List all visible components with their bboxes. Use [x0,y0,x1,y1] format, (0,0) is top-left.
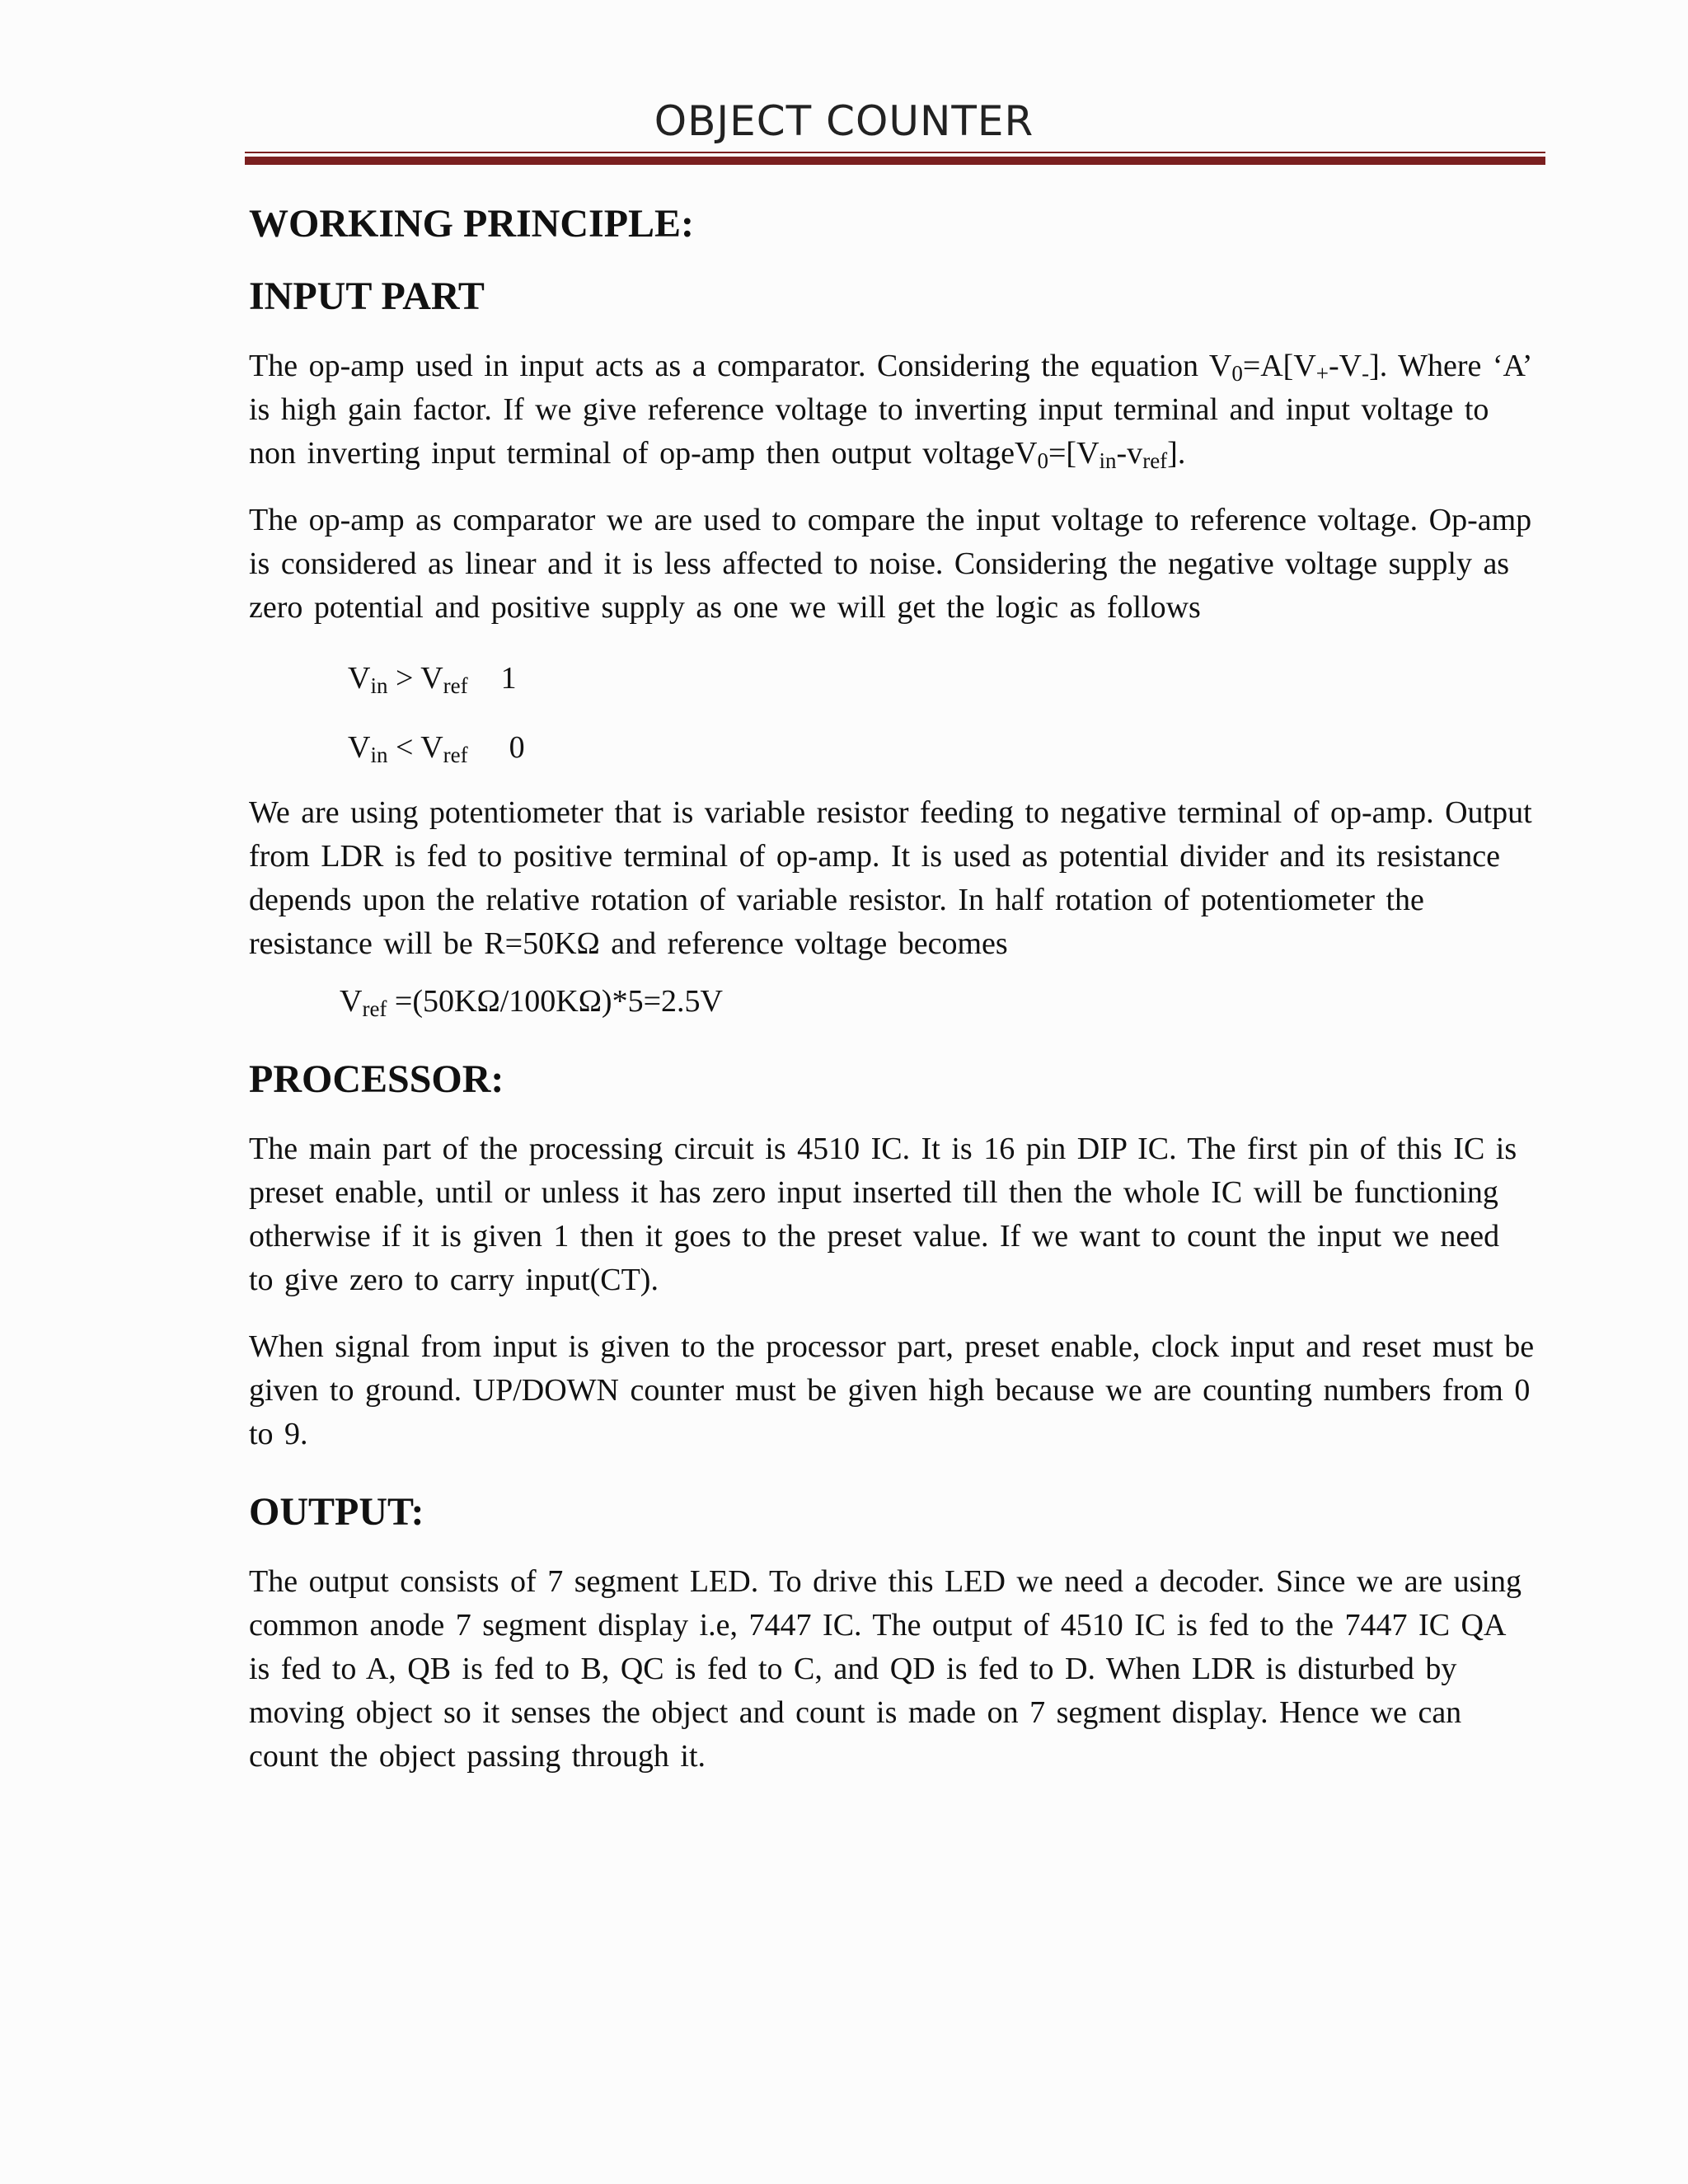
paragraph-processor-signal: When signal from input is given to the processor part, preset enable, clock input and reset must be given to ground. UP/DOWN counter must be given high because we are counting numbers from 0 to 9. [249,1329,1535,1451]
paragraph-processor-ic: The main part of the processing circuit is 4510 IC. It is 16 pin DIP IC. The first pin of this IC is preset enable, until or unless it has zero input inserted till then the whole IC will be functioning otherwise if it is given 1 then it goes to the preset value. If we want to count the input we need to give zero to carry input(CT). [249,1132,1517,1297]
header-rule-thin [245,152,1545,153]
header-rule-thick [245,157,1545,165]
paragraph-input-comparator: The op-amp used in input acts as a comparator. Considering the equation $V_0=A[V_+-V_-]$. Where ‘A’ is high gain factor. If we give reference voltage to inverting input terminal and input voltage to non inverting input terminal of op-amp then output $voltageV_0=[V_{in}-v_{ref}]$. [249,349,1531,473]
heading-working-principle: WORKING PRINCIPLE: [249,202,695,246]
logic-row-low: $V_{in} < V_{ref}$ 0 [348,730,525,767]
page-content [249,191,1535,1802]
paragraph-potentiometer: We are using potentiometer that is variable resistor feeding to negative terminal of op-amp. Output from LDR is fed to positive terminal of op-amp. It is used as potential divider and its resistance depends upon the relative rotation of variable resistor. In half rotation of potentiometer the resistance will be R=50KΩ and reference voltage becomes [249,795,1532,961]
heading-input-part: INPUT PART [249,274,485,318]
vref-formula: $V_{ref} =(50K\Omega/100K\Omega)*5=2.5V$ [340,984,723,1021]
paragraph-output: The output consists of 7 segment LED. To drive this LED we need a decoder. Since we are using common anode 7 segment display i.e, 7447 IC. The output of 4510 IC is fed to the 7447 IC QA is fed to A, QB is fed to B, QC is fed to C, and QD is fed to D. When LDR is disturbed by moving object so it senses the object and count is made on 7 segment display. Hence we can count the object passing through it. [249,1564,1522,1774]
heading-processor: PROCESSOR: [249,1057,504,1101]
paragraph-comparator-logic: The op-amp as comparator we are used to compare the input voltage to reference voltage. Op-amp is considered as linear and it is less affected to noise. Considering the negative voltage supply as zero potential and positive supply as one we will get the logic as follows [249,503,1532,625]
page-header-title: OBJECT COUNTER [654,97,1034,145]
logic-row-high: $V_{in} > V_{ref}$ 1 [348,661,517,698]
heading-output: OUTPUT: [249,1490,424,1534]
